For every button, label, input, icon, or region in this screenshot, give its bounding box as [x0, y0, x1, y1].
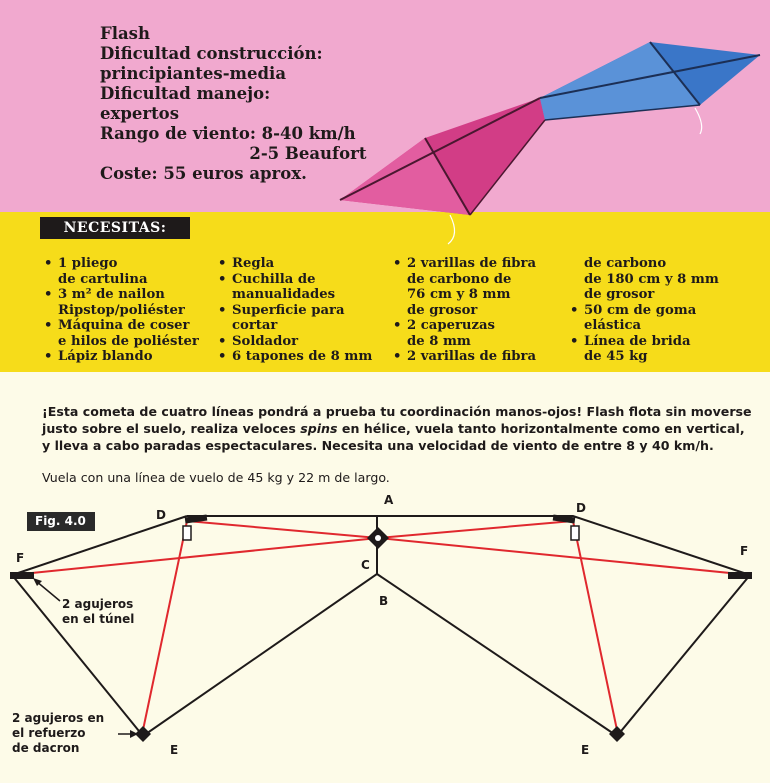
kite-name: Flash — [100, 24, 150, 43]
label-D-left: D — [156, 508, 166, 522]
materials-column-1 — [44, 256, 209, 365]
materials-column-3 — [393, 256, 565, 365]
label-E-right: E — [581, 743, 590, 757]
label-F-right: F — [740, 544, 749, 558]
material-item: • Máquina de coser e hilos de poliéster — [44, 318, 209, 349]
kite-plan-diagram — [0, 488, 770, 783]
spec-line: principiantes-media — [100, 64, 287, 83]
kite-outline-right — [377, 516, 750, 736]
material-item: • 6 tapones de 8 mm — [218, 349, 383, 365]
spec-line: Dificultad manejo: — [100, 84, 271, 103]
material-item: de carbono de 180 cm y 8 mm de grosor — [584, 256, 719, 302]
material-item: • 1 pliego de cartulina — [44, 256, 209, 287]
needs-title: NECESITAS: — [40, 217, 190, 239]
material-item: • 50 cm de goma elástica — [570, 303, 740, 334]
dacron-holes-annotation: 2 agujeros en el refuerzo de dacron — [12, 711, 105, 755]
material-item: • 2 varillas de fibra de carbono de 76 cm y 8 mm de grosor — [393, 256, 565, 318]
label-C: C — [361, 558, 370, 572]
spec-line: Rango de viento: 8-40 km/h — [100, 124, 356, 143]
spec-line: Coste: 55 euros aprox. — [100, 164, 307, 183]
material-item: • 3 m² de nailon Ripstop/poliéster — [44, 287, 209, 318]
material-item: • 2 caperuzas de 8 mm — [393, 318, 565, 349]
label-E-left: E — [170, 743, 179, 757]
materials-column-4 — [570, 256, 740, 365]
intro-paragraph: ¡Esta cometa de cuatro líneas pondrá a prueba tu coordinación manos-ojos! Flash flota sin moverse justo sobre el suelo, realiza veloces spins en hélice, vuela tanto horizontalmente como en vertical, y lleva a cabo paradas espectaculares. Necesita una velocidad de viento de entre 8 y 40 km/h. — [42, 404, 752, 453]
label-B: B — [379, 594, 389, 608]
label-F-left: F — [16, 551, 25, 565]
material-item: • Línea de brida de 45 kg — [570, 334, 740, 365]
material-item: • Regla — [218, 256, 383, 272]
label-D-right: D — [576, 501, 586, 515]
material-item: • Superficie para cortar — [218, 303, 383, 334]
kite-specs — [100, 24, 366, 184]
spec-line: expertos — [100, 104, 179, 123]
spec-line: Dificultad construcción: — [100, 44, 323, 63]
tunnel-holes-annotation: 2 agujeros en el túnel — [62, 597, 135, 626]
material-item: • Soldador — [218, 334, 383, 350]
material-item: • 2 varillas de fibra — [393, 349, 565, 365]
material-item: • Lápiz blando — [44, 349, 209, 365]
materials-column-2 — [218, 256, 383, 365]
label-A: A — [384, 493, 394, 507]
kite-photo — [330, 30, 770, 255]
figure-badge: Fig. 4.0 — [27, 512, 95, 531]
material-item: • Cuchilla de manualidades — [218, 272, 383, 303]
spec-line: 2-5 Beaufort — [100, 144, 367, 163]
flying-line-note: Vuela con una línea de vuelo de 45 kg y 22 m de largo. — [42, 470, 390, 485]
